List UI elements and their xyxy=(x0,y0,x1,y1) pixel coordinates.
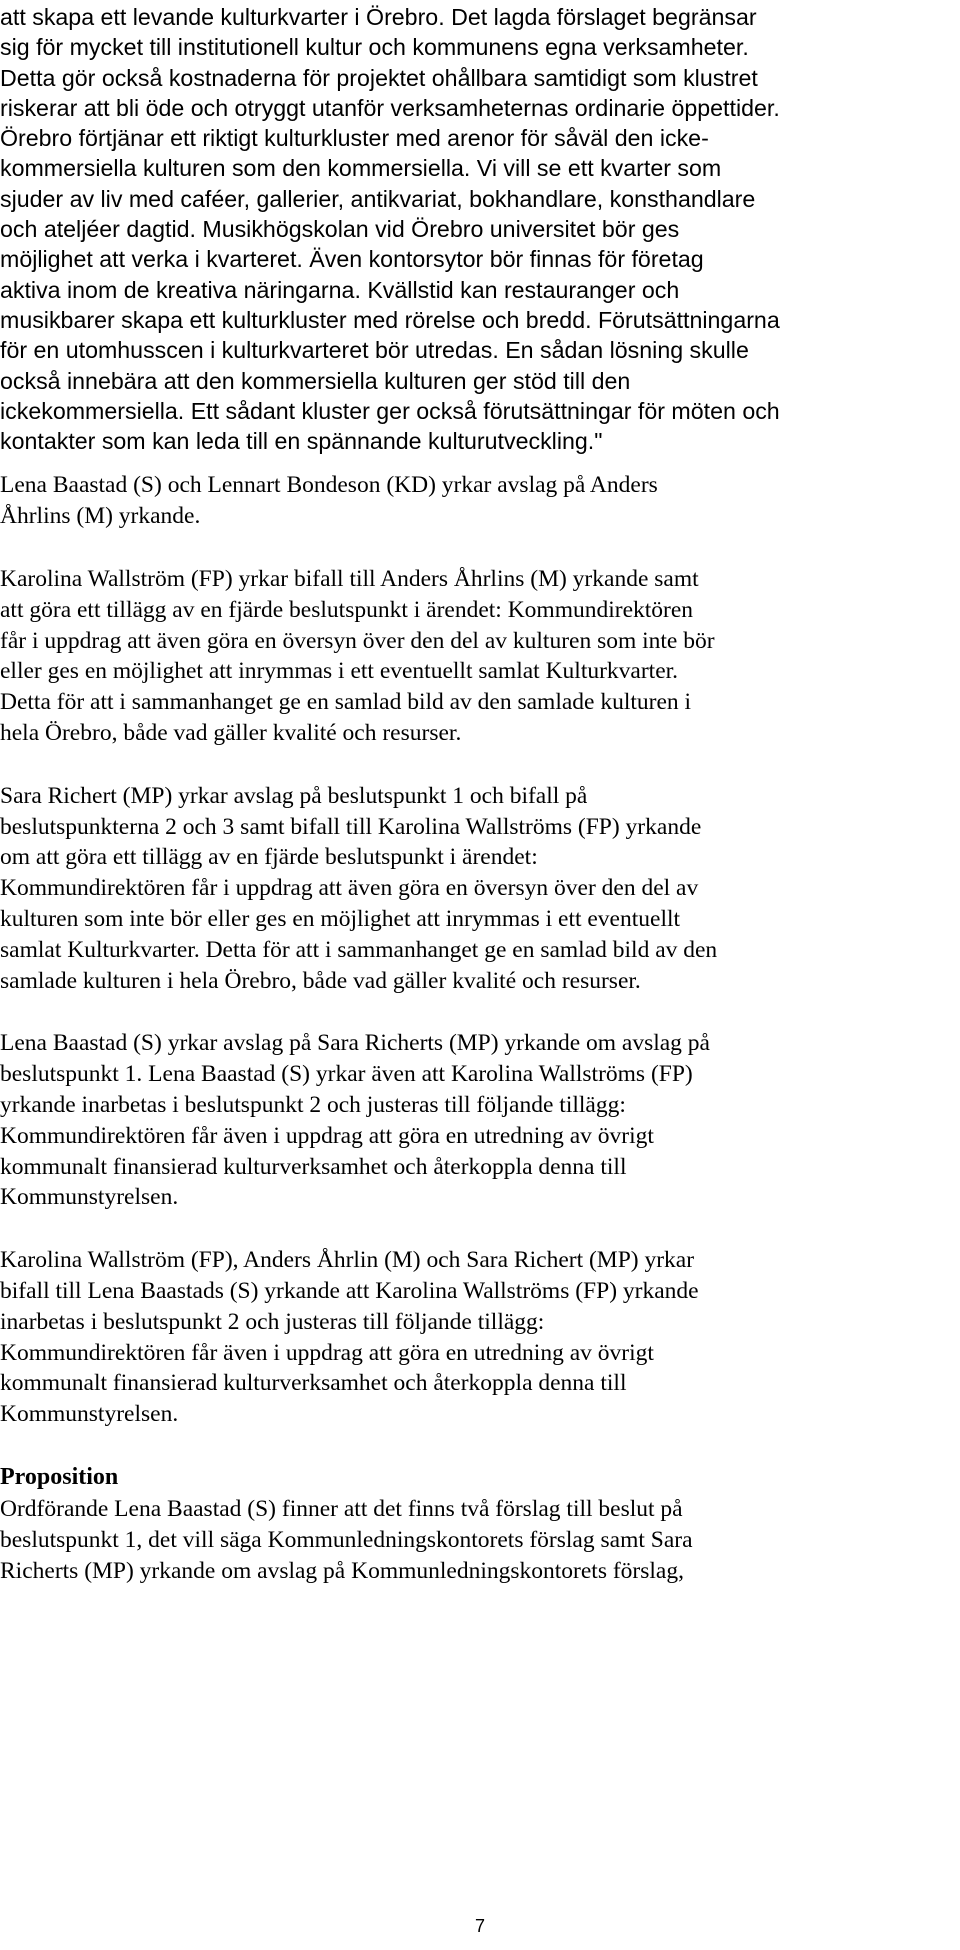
text-line: yrkande inarbetas i beslutspunkt 2 och justeras till följande tillägg: xyxy=(0,1092,626,1118)
document-body xyxy=(0,2,945,1586)
text-line: Kommundirektören får även i uppdrag att göra en utredning av övrigt xyxy=(0,1339,654,1366)
paragraph-bifall-baastad xyxy=(0,1245,945,1430)
text-line: riskerar att bli öde och otryggt utanför verksamheternas ordinarie öppettider. xyxy=(0,94,780,121)
text-line: kulturen som inte bör eller ges en möjlighet att inrymmas i ett eventuellt xyxy=(0,906,681,933)
text-line: om att göra ett tillägg av en fjärde beslutspunkt i ärendet: xyxy=(0,844,538,871)
text-line: beslutspunkterna 2 och 3 samt bifall till Karolina Wallströms (FP) yrkande xyxy=(0,813,702,840)
text-line: sig för mycket till institutionell kultur och kommunens egna verksamheter. xyxy=(0,34,749,61)
text-line: aktiva inom de kreativa näringarna. Kvällstid kan restauranger och xyxy=(0,276,680,303)
text-line: kommersiella kulturen som den kommersiella. Vi vill se ett kvarter som xyxy=(0,155,722,182)
text-line: sjuder av liv med caféer, gallerier, antikvariat, bokhandlare, konsthandlare xyxy=(0,185,756,212)
text-line: kontakter som kan leda till en spännande kulturutveckling." xyxy=(0,428,603,455)
text-line: Ordförande Lena Baastad (S) finner att det finns två förslag till beslut på xyxy=(0,1495,683,1522)
text-line: hela Örebro, både vad gäller kvalité och resurser. xyxy=(0,720,462,747)
paragraph-baastad-yrkande xyxy=(0,1028,945,1213)
text-line: Kommundirektören får även i uppdrag att göra en utredning av övrigt xyxy=(0,1122,654,1149)
text-line: kommunalt finansierad kulturverksamhet och återkoppla denna till xyxy=(0,1370,627,1397)
text-line: Kommunstyrelsen. xyxy=(0,1401,179,1428)
text-line: för en utomhusscen i kulturkvarteret bör utredas. En sådan lösning skulle xyxy=(0,337,749,364)
text-line: och ateljéer dagtid. Musikhögskolan vid Örebro universitet bör ges xyxy=(0,216,680,243)
quote-paragraph xyxy=(0,2,945,456)
text-line: samlat Kulturkvarter. Detta för att i sammanhanget ge en samlad bild av den xyxy=(0,936,718,963)
section-heading-proposition: Proposition xyxy=(0,1463,119,1490)
text-line: Karolina Wallström (FP), Anders Åhrlin (M) och Sara Richert (MP) yrkar xyxy=(0,1247,695,1274)
text-line: ickekommersiella. Ett sådant kluster ger också förutsättningar för möten och xyxy=(0,397,780,424)
text-line: Detta gör också kostnaderna för projektet ohållbara samtidigt som klustret xyxy=(0,64,758,91)
text-line: Sara Richert (MP) yrkar avslag på beslutspunkt 1 och bifall på xyxy=(0,782,588,809)
text-line: Detta för att i sammanhanget ge en samlad bild av den samlade kulturen i xyxy=(0,689,692,716)
text-line: att göra ett tillägg av en fjärde beslutspunkt i ärendet: Kommundirektören xyxy=(0,596,694,623)
text-line: Karolina Wallström (FP) yrkar bifall till Anders Åhrlins (M) yrkande samt xyxy=(0,566,699,593)
text-line: Åhrlins (M) yrkande. xyxy=(0,503,201,530)
text-line: eller ges en möjlighet att inrymmas i ett eventuellt samlat Kulturkvarter. xyxy=(0,658,679,685)
text-line: Kommundirektören får i uppdrag att även göra en översyn över den del av xyxy=(0,875,699,902)
text-line: Örebro förtjänar ett riktigt kulturkluster med arenor för såväl den icke- xyxy=(0,125,709,152)
page-number: 7 xyxy=(474,1916,485,1936)
paragraph-avslag-ahrlin xyxy=(0,470,945,532)
text-line: Lena Baastad (S) yrkar avslag på Sara Richerts (MP) yrkande om avslag på xyxy=(0,1030,710,1057)
text-line: möjlighet att verka i kvarteret. Även kontorsytor bör finnas för företag xyxy=(0,246,704,273)
text-line: också innebära att den kommersiella kulturen ger stöd till den xyxy=(0,367,631,394)
text-line: Kommunstyrelsen. xyxy=(0,1184,179,1211)
text-line: beslutspunkt 1. Lena Baastad (S) yrkar även att Karolina Wallströms (FP) xyxy=(0,1061,693,1088)
paragraph-proposition xyxy=(0,1494,945,1586)
text-line: musikbarer skapa ett kulturkluster med rörelse och bredd. Förutsättningarna xyxy=(0,306,780,333)
text-line: kommunalt finansierad kulturverksamhet och återkoppla denna till xyxy=(0,1153,627,1180)
text-line: Richerts (MP) yrkande om avslag på Kommunledningskontorets förslag, xyxy=(0,1557,684,1584)
text-line: bifall till Lena Baastads (S) yrkande att Karolina Wallströms (FP) yrkande xyxy=(0,1277,699,1304)
paragraph-richert-yrkande xyxy=(0,781,945,997)
paragraph-wallstrom-yrkande xyxy=(0,564,945,749)
text-line: att skapa ett levande kulturkvarter i Örebro. Det lagda förslaget begränsar xyxy=(0,4,757,30)
text-line: Lena Baastad (S) och Lennart Bondeson (KD) yrkar avslag på Anders xyxy=(0,472,658,499)
text-line: får i uppdrag att även göra en översyn över den del av kulturen som inte bör xyxy=(0,627,715,654)
text-line: samlade kulturen i hela Örebro, både vad gäller kvalité och resurser. xyxy=(0,967,641,994)
text-line: beslutspunkt 1, det vill säga Kommunledningskontorets förslag samt Sara xyxy=(0,1526,693,1553)
text-line: inarbetas i beslutspunkt 2 och justeras till följande tillägg: xyxy=(0,1308,545,1335)
